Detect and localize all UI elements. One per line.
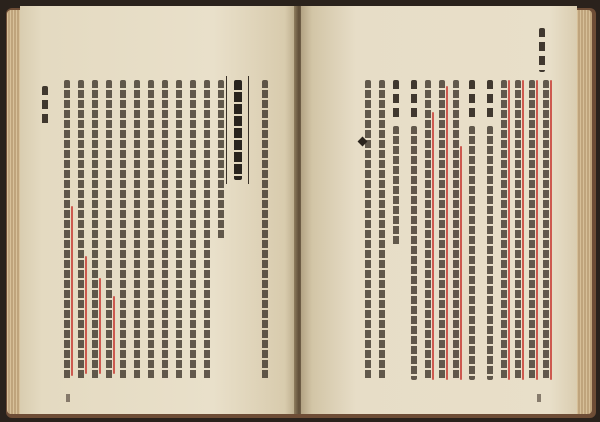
- left-col-2: [78, 80, 84, 380]
- left-col-9: [176, 80, 182, 380]
- left-col-13: [262, 80, 268, 380]
- left-col-1: [64, 80, 70, 380]
- page-edges-left: [7, 10, 21, 414]
- left-col-12: [218, 80, 224, 240]
- right-col-9: [487, 126, 493, 380]
- red-underline: [71, 206, 73, 376]
- right-running-head: [539, 28, 545, 72]
- red-underline: [536, 80, 538, 380]
- red-underline: [508, 80, 510, 380]
- right-page: [301, 6, 577, 414]
- left-col-8: [162, 80, 168, 380]
- red-underline: [432, 112, 434, 380]
- page-edges-right: [575, 10, 592, 414]
- left-col-6: [134, 80, 140, 380]
- right-col-4: [411, 126, 417, 380]
- right-col-12: [529, 80, 535, 380]
- right-col-5: [425, 80, 431, 380]
- heading-rule-left: [226, 76, 227, 184]
- red-underline: [85, 256, 87, 374]
- red-underline: [550, 80, 552, 380]
- right-col-1: [365, 80, 371, 380]
- right-col-7: [453, 80, 459, 380]
- right-col-2: [379, 80, 385, 380]
- left-page: [20, 6, 296, 414]
- right-col-6: [439, 80, 445, 380]
- red-underline: [99, 278, 101, 374]
- red-underline: [460, 146, 462, 380]
- left-col-5: [120, 80, 126, 380]
- left-col-3: [92, 80, 98, 380]
- left-running-head: [42, 86, 48, 126]
- left-col-7: [148, 80, 154, 380]
- left-folio: [66, 394, 70, 402]
- right-col-3: [393, 126, 399, 246]
- red-underline: [522, 80, 524, 380]
- right-col-13: [543, 80, 549, 380]
- heading-rule-right: [248, 76, 249, 184]
- left-heading: [234, 80, 242, 180]
- right-col-10: [501, 80, 507, 380]
- left-col-11: [204, 80, 210, 380]
- right-col-11: [515, 80, 521, 380]
- red-underline: [446, 86, 448, 380]
- left-col-4: [106, 80, 112, 380]
- right-section-label-2: [411, 80, 417, 120]
- right-section-label-3: [469, 80, 475, 120]
- right-section-label-1: [393, 80, 399, 120]
- red-underline: [113, 296, 115, 374]
- right-folio: [537, 394, 541, 402]
- left-col-10: [190, 80, 196, 380]
- right-section-label-4: [487, 80, 493, 120]
- right-col-8: [469, 126, 475, 380]
